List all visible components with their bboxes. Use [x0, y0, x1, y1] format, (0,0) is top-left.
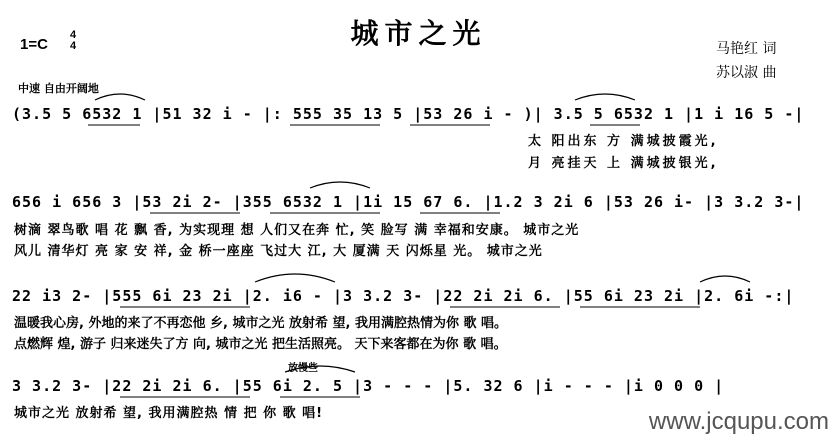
beam-underlines	[88, 125, 700, 397]
slur-marks	[95, 94, 750, 372]
lyric-line-2b: 风儿 清华灯 亮 家 安 祥, 金 桥一座座 飞过大 江, 大 厦满 天 闪烁星 光。 城市之光	[14, 244, 543, 259]
notation-line-2: 656 i 656 3 |53 2i 2- |355 6532 1 |1i 15 67 6. |1.2 3 2i 6 |53 26 i- |3 3.2 3-|	[12, 193, 805, 211]
watermark-text: www.jcqupu.com	[648, 408, 829, 435]
rit-marking: 放慢些	[288, 363, 318, 374]
key-signature: 1=C	[20, 36, 48, 53]
time-signature-top: 4	[70, 29, 77, 41]
lyric-line-1b: 月 亮挂天 上 满城披银光,	[528, 156, 719, 171]
composer-credit: 苏以淑 曲	[716, 65, 777, 81]
notation-line-3: 22 i3 2- |555 6i 23 2i |2. i6 - |3 3.2 3- |22 2i 2i 6. |55 6i 23 2i |2. 6i -:|	[12, 287, 795, 305]
notation-line-1: (3.5 5 6532 1 |51 32 i - |: 555 35 13 5 |53 26 i - )| 3.5 5 6532 1 |1 i 16 5 -|	[12, 105, 805, 123]
song-title: 城市之光	[350, 17, 487, 50]
lyricist-credit: 马艳红 词	[716, 41, 777, 57]
notation-line-4: 3 3.2 3- |22 2i 2i 6. |55 6i 2. 5 |3 - - - |5. 32 6 |i - - - |i 0 0 0 |	[12, 377, 725, 395]
lyric-line-3a: 温暖我心房, 外地的来了不再恋他 乡, 城市之光 放射希 望, 我用满腔热情为你 歌 唱。	[14, 316, 508, 331]
lyric-line-2a: 树滴 翠鸟歌 唱 花 飘 香, 为实现理 想 人们又在奔 忙, 笑 脸写 满 幸福和安康。 城市之光	[14, 223, 580, 238]
lyric-line-3b: 点燃辉 煌, 游子 归来迷失了方 向, 城市之光 把生活照亮。 天下来客都在为你 歌 唱。	[14, 337, 507, 352]
tempo-marking: 中速 自由开阔地	[18, 82, 99, 95]
time-signature-bottom: 4	[70, 40, 77, 52]
lyric-line-1a: 太 阳出东 方 满城披霞光,	[528, 134, 719, 149]
lyric-line-4: 城市之光 放射希 望, 我用满腔热 情 把 你 歌 唱!	[14, 406, 324, 421]
